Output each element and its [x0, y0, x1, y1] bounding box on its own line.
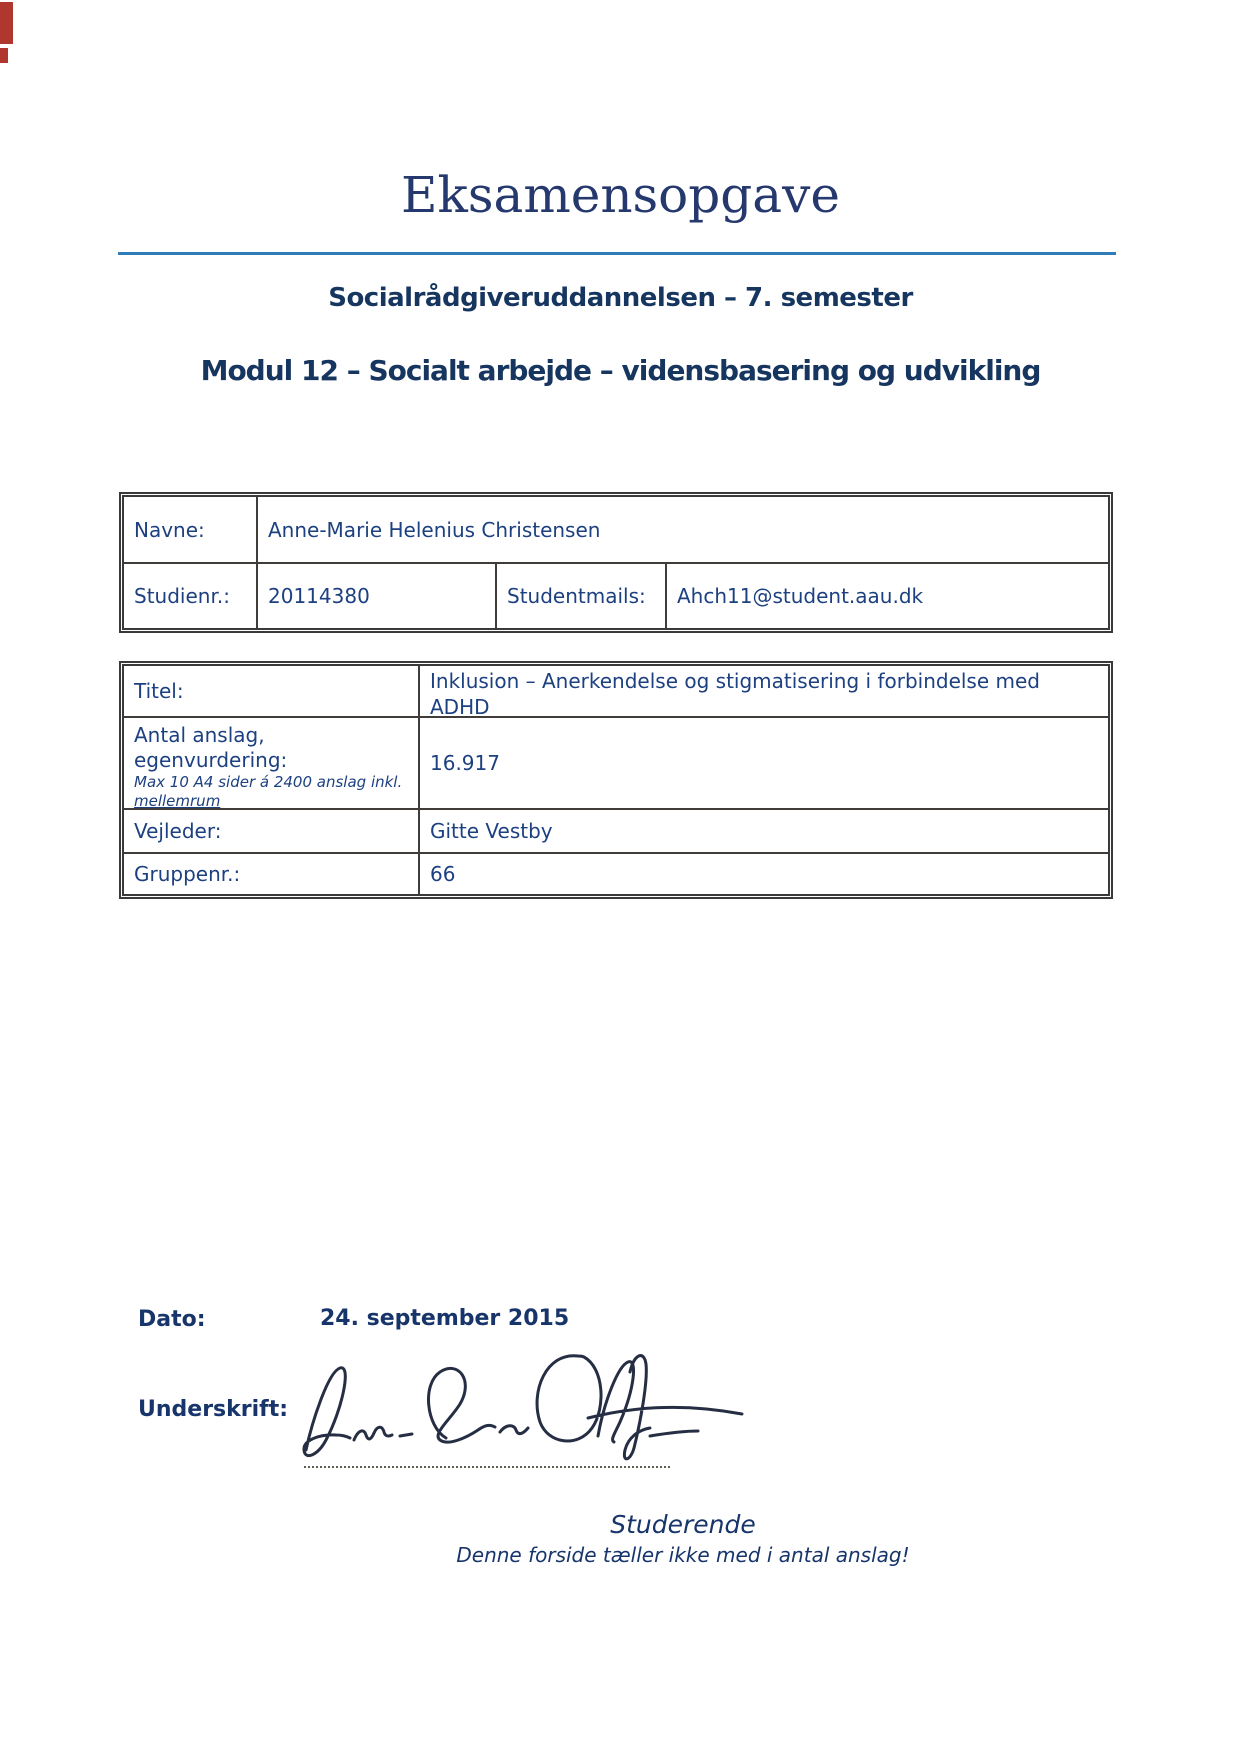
- table-row: [124, 564, 1108, 628]
- char-count-label: [124, 718, 420, 808]
- char-count-note-line2: mellemrum: [134, 792, 221, 808]
- module-subtitle: Modul 12 – Socialt arbejde – vidensbasering og udvikling: [200, 354, 1041, 387]
- char-count-value: 16.917: [430, 751, 500, 775]
- name-value: Anne-Marie Helenius Christensen: [268, 517, 601, 542]
- table-row: [124, 810, 1108, 854]
- title-label: Titel:: [124, 666, 420, 716]
- char-count-note-line1: Max 10 A4 sider á 2400 anslag inkl.: [134, 773, 403, 791]
- student-number-label: Studienr.:: [124, 564, 258, 628]
- student-number-value: 20114380: [258, 564, 497, 628]
- supervisor-value: Gitte Vestby: [430, 819, 553, 843]
- title-rule: [118, 252, 1116, 255]
- table-row: [124, 497, 1108, 564]
- student-mail-label: Studentmails:: [497, 564, 667, 628]
- table-row: [124, 666, 1108, 718]
- signature-line: [304, 1466, 670, 1468]
- student-info-table: [119, 492, 1113, 633]
- table-row: [124, 854, 1108, 894]
- signature-image: [278, 1338, 750, 1474]
- title-value-line1: Inklusion – Anerkendelse og stigmatisering i forbindelse med: [430, 669, 1040, 693]
- char-count-label-line1: Antal anslag,: [134, 723, 265, 747]
- assignment-info-table: [119, 661, 1113, 899]
- front-page-note: Denne forside tæller ikke med i antal anslag!: [456, 1543, 910, 1567]
- date-value: 24. september 2015: [320, 1306, 570, 1331]
- group-number-label: Gruppenr.:: [124, 854, 420, 894]
- char-count-label-line2: egenvurdering:: [134, 748, 288, 772]
- programme-subtitle: Socialrådgiveruddannelsen – 7. semester: [328, 283, 913, 313]
- table-row: [124, 718, 1108, 810]
- title-value-line2: ADHD: [430, 695, 490, 716]
- title-value: [420, 666, 1108, 716]
- scan-artifact: [0, 48, 8, 63]
- date-label: Dato:: [138, 1307, 206, 1332]
- signature-caption: Studerende: [610, 1510, 756, 1539]
- student-mail-value: Ahch11@student.aau.dk: [677, 584, 924, 608]
- scan-artifact: [0, 2, 13, 44]
- supervisor-label: Vejleder:: [124, 810, 420, 852]
- exam-title: Eksamensopgave: [401, 166, 840, 224]
- signature-label: Underskrift:: [138, 1397, 289, 1422]
- group-number-value: 66: [430, 862, 456, 886]
- name-label: Navne:: [124, 497, 258, 562]
